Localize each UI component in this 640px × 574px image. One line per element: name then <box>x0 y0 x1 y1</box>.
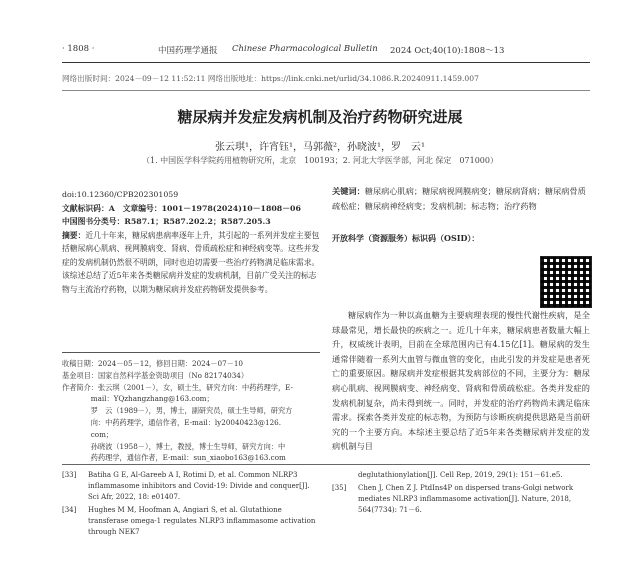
keywords-block <box>332 184 590 246</box>
abstract-label: 摘要： <box>62 230 86 240</box>
issue-info: 2024 Oct;40(10):1808～13 <box>390 46 505 56</box>
osid-qr-code <box>540 256 592 308</box>
document-code: 文献标识码：A 文章编号：1001－1978(2024)10－1808－06 <box>62 203 301 213</box>
footnote-line: 基金项目：国家自然科学基金资助项目（No 82174034） <box>62 370 249 380</box>
footnote-rule <box>62 352 320 353</box>
reference-number: [35] <box>332 484 347 492</box>
author-list: 张云琪¹，许宵钰¹，马郭薇²，孙晓波¹，罗 云¹ <box>214 142 426 153</box>
footnote-line: 作者简介：张云琪（2001－），女，硕士生，研究方向：中药药理学，E- <box>62 382 293 392</box>
journal-title-en: Chinese Pharmacological Bulletin <box>232 44 378 54</box>
references-left <box>62 470 320 540</box>
footnote-line: mail：YQzhangzhang@163.com； <box>62 394 214 404</box>
reference-text: Batiha G E, Al-Gareeb A I, Rotimi D, et al. Common NLRP3 inflammasome inhibitors and Covid-19: Divide and conquer[J]. Sci Afr, 2022, 18: e01407. <box>88 471 310 501</box>
reference-item <box>332 470 590 481</box>
footnote-line: 收稿日期：2024－05－12，修回日期：2024－07－10 <box>62 359 243 368</box>
online-publication-line: 网络出版时间：2024－09－12 11:52:11 网络出版地址：https://link.cnki.net/urlid/34.1086.R.20240911.1459.007 <box>62 74 479 83</box>
header-rule <box>62 62 590 63</box>
footnote <box>62 358 320 464</box>
keywords-text: 糖尿病心肌病；糖尿病视网膜病变；糖尿病肾病；糖尿病骨质疏松症；糖尿病神经病变；发病机制；标志物；治疗药物 <box>332 186 586 211</box>
reference-text: Hughes M M, Hoofman A, Angiari S, et al. Glutathione transferase omega-1 regulates NLRP3 inflammasome activation through NEK7 <box>88 506 316 536</box>
front-matter <box>62 188 320 296</box>
body-paragraph: 糖尿病作为一种以高血糖为主要病理表现的慢性代谢性疾病，是全球最常见，增长最快的疾病之一。近几十年来，糖尿病患者数量大幅上升，权威统计表明，目前在全球范围内已有4.15亿[1]。糖尿病的发生通常伴随着一系列大血管与微血管的变化，由此引发的并发症是患者死亡的重要原因。糖尿病并发症根据其发病部位的不同，主要分为：糖尿病心肌病、视网膜病变、神经病变、肾病和骨质疏松症。各类并发症的发病机制复杂，尚未得到统一。同时，并发症的治疗药物尚未满足临床需求。探索各类并发症的标志物，为预防与诊断疾病提供思路是当前研究的一个主要方向。本综述主要总结了近5年来各类糖尿病并发症的发病机制与目 <box>332 310 590 452</box>
reference-item <box>62 470 320 503</box>
keywords <box>332 184 590 213</box>
footnote-line: 孙晓波（1958－），博士，教授，博士生导师，研究方向：中 <box>62 441 286 451</box>
doi: doi:10.12360/CPB202301059 <box>62 190 179 199</box>
journal-title-cn: 中国药理学通报 <box>158 46 218 56</box>
footnote-line: 向：中药药理学，通信作者，E-mail：ly20040423@126. <box>62 417 282 427</box>
reference-text: deglutathionylation[J]. Cell Rep, 2019, 29(1): 151－61.e5. <box>358 471 563 479</box>
references-rule <box>62 464 590 465</box>
publine-rule <box>62 90 590 91</box>
article-title: 糖尿病并发症发病机制及治疗药物研究进展 <box>177 108 463 126</box>
footnote-line: 罗 云（1989－），男，博士，副研究员，硕士生导师，研究方 <box>62 406 293 416</box>
footnote-line: 药药理学，通信作者，E-mail：sun_xiaobo163@163.com <box>62 453 286 463</box>
classification-number: 中国图书分类号：R587.1；R587.202.2；R587.205.3 <box>62 217 271 226</box>
affiliations: （1. 中国医学科学院药用植物研究所，北京 100193；2. 河北大学医学部，河北 保定 071000） <box>142 156 498 165</box>
reference-item <box>332 483 590 516</box>
reference-number <box>332 470 358 481</box>
reference-text: Chen J, Chen Z J. PtdIns4P on dispersed trans-Golgi network mediates NLRP3 inflammasome activation[J]. Nature, 2018, 564(7734): 71－6. <box>358 484 574 514</box>
page-number: · 1808 · <box>62 44 95 54</box>
footnote-line: com； <box>62 429 114 439</box>
osid-label: 开放科学（资源服务）标识码（OSID）： <box>332 233 480 243</box>
keywords-label: 关键词： <box>332 186 365 196</box>
abstract <box>62 229 320 297</box>
references-right <box>332 470 590 518</box>
reference-item <box>62 505 320 538</box>
reference-number: [33] <box>62 471 77 479</box>
reference-number: [34] <box>62 506 77 514</box>
abstract-text: 近几十年来，糖尿病患病率逐年上升，其引起的一系列并发症主要包括糖尿病心肌病、视网膜病变、肾病、骨质疏松症和神经病变等。这些并发症的发病机制仍然很不明朗，同时也迫切需要一些治疗药物满足临床需求。该综述总结了近5年来各类糖尿病并发症的发病机制，目前广受关注的标志物与主流治疗药物，以期为糖尿病并发症药物研发提供参考。 <box>62 230 320 294</box>
